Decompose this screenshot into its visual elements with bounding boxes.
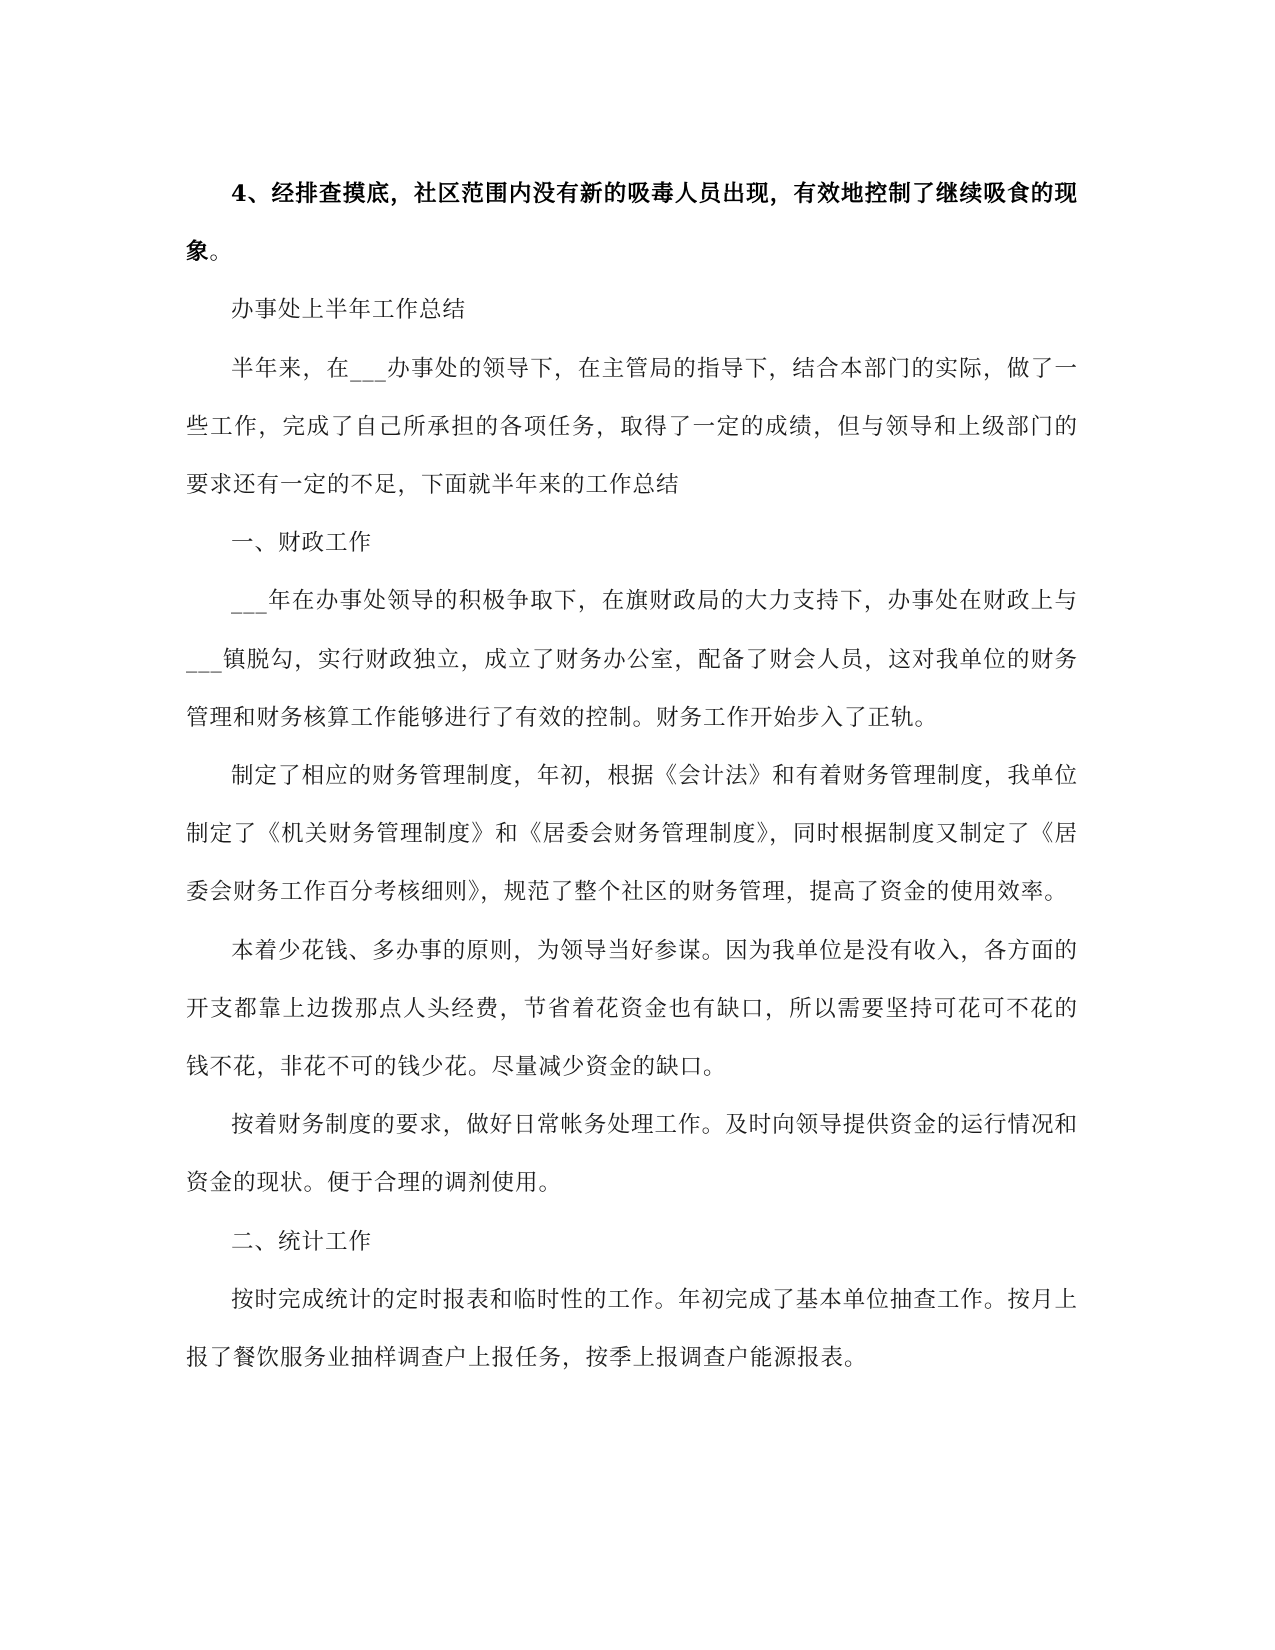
paragraph-finance-accounts: 按着财务制度的要求，做好日常帐务处理工作。及时向领导提供资金的运行情况和资金的现状。便于合理的调剂使用。 bbox=[186, 1112, 1078, 1197]
paragraph-opening: 半年来，在___办事处的领导下，在主管局的指导下，结合本部门的实际，做了一些工作，完成了自己所承担的各项任务，取得了一定的成绩，但与领导和上级部门的要求还有一定的不足，下面就半年来的工作总结 bbox=[186, 355, 1078, 499]
paragraph-finance-rules: 制定了相应的财务管理制度，年初，根据《会计法》和有着财务管理制度，我单位制定了《机关财务管理制度》和《居委会财务管理制度》，同时根据制度又制定了《居委会财务工作百分考核细则》，规范了整个社区的财务管理，提高了资金的使用效率。 bbox=[186, 763, 1078, 906]
intro-paragraph bbox=[186, 165, 1078, 281]
intro-tail: 。 bbox=[209, 239, 234, 266]
document-body bbox=[186, 165, 1078, 1387]
intro-bold-text: 4、经排查摸底，社区范围内没有新的吸毒人员出现，有效地控制了继续吸食的现象 bbox=[186, 181, 1078, 266]
paragraph-finance-independence: ___年在办事处领导的积极争取下，在旗财政局的大力支持下，办事处在财政上与___镇脱勾，实行财政独立，成立了财务办公室，配备了财会人员，这对我单位的财务管理和财务核算工作能够进行了有效的控制。财务工作开始步入了正轨。 bbox=[186, 588, 1078, 731]
heading-finance: 一、财政工作 bbox=[231, 530, 373, 557]
heading-statistics: 二、统计工作 bbox=[231, 1228, 373, 1255]
section-title: 办事处上半年工作总结 bbox=[231, 297, 467, 324]
paragraph-finance-saving: 本着少花钱、多办事的原则，为领导当好参谋。因为我单位是没有收入，各方面的开支都靠上边拨那点人头经费，节省着花资金也有缺口，所以需要坚持可花可不花的钱不花，非花不可的钱少花。尽量减少资金的缺口。 bbox=[186, 937, 1078, 1081]
paragraph-statistics: 按时完成统计的定时报表和临时性的工作。年初完成了基本单位抽查工作。按月上报了餐饮服务业抽样调查户上报任务，按季上报调查户能源报表。 bbox=[186, 1286, 1078, 1372]
